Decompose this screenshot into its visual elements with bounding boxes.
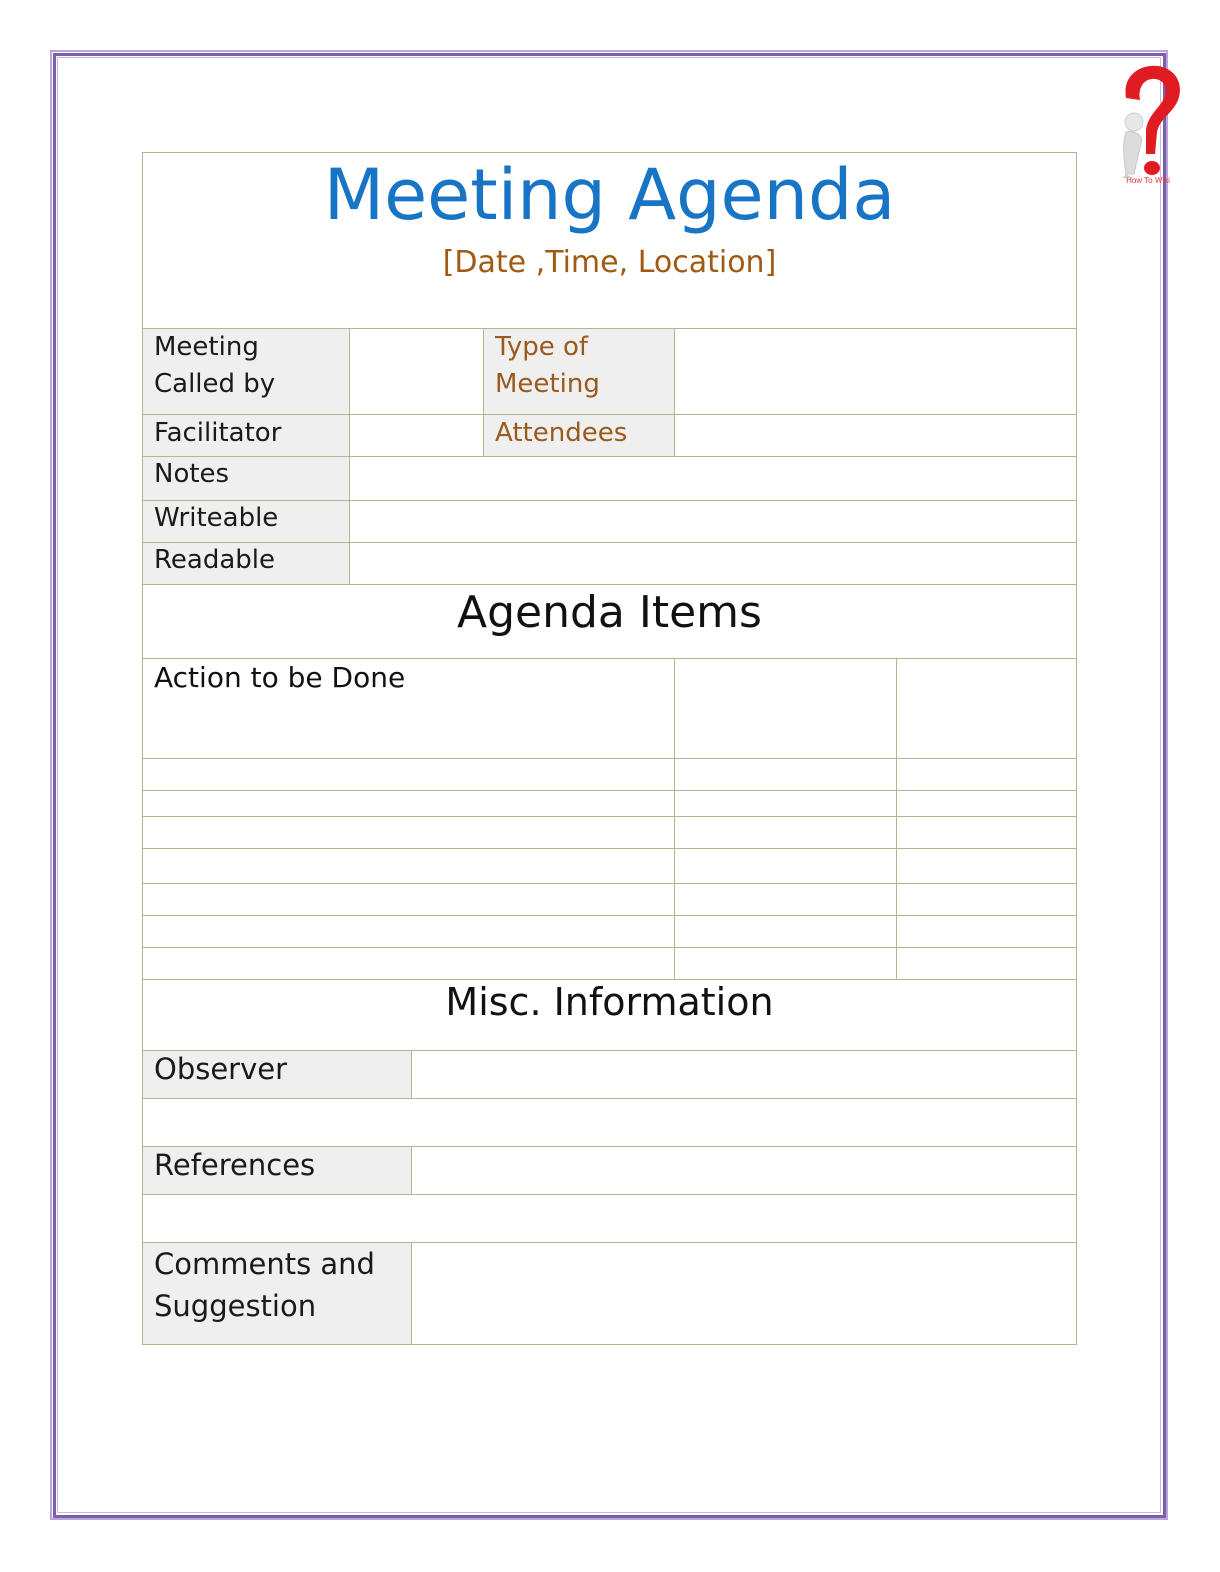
label-notes: Notes (142, 456, 350, 501)
question-mark-figure-icon (1112, 60, 1184, 190)
field-readable[interactable] (349, 542, 1077, 585)
agenda-row-5-action[interactable] (142, 883, 675, 916)
agenda-row-1-col-2[interactable] (674, 758, 897, 791)
page-title: Meeting Agenda (323, 154, 896, 236)
watermark-caption: How To Wiki (1126, 176, 1170, 185)
label-meeting-called-by: Meeting Called by (142, 328, 350, 415)
agenda-header-col-3[interactable] (896, 658, 1077, 759)
label-type-of-meeting: Type of Meeting (483, 328, 675, 415)
references-notes-row[interactable] (142, 1194, 1077, 1243)
field-references[interactable] (411, 1146, 1077, 1195)
agenda-row-5-col-3[interactable] (896, 883, 1077, 916)
agenda-row-5-col-2[interactable] (674, 883, 897, 916)
field-attendees[interactable] (674, 414, 1077, 457)
field-meeting-called-by[interactable] (349, 328, 484, 415)
agenda-row-1-action[interactable] (142, 758, 675, 791)
agenda-row-6-action[interactable] (142, 915, 675, 948)
agenda-row-6-col-2[interactable] (674, 915, 897, 948)
date-time-location[interactable]: [Date ,Time, Location] (442, 245, 777, 280)
agenda-row-2-col-3[interactable] (896, 790, 1077, 817)
misc-information-heading-row (142, 979, 1077, 1051)
agenda-items-heading: Agenda Items (457, 587, 762, 638)
label-references: References (142, 1146, 412, 1195)
field-type-of-meeting[interactable] (674, 328, 1077, 415)
agenda-row-4-col-2[interactable] (674, 848, 897, 884)
agenda-row-3-col-2[interactable] (674, 816, 897, 849)
action-to-be-done-header: Action to be Done (142, 658, 675, 759)
label-observer: Observer (142, 1050, 412, 1099)
observer-notes-row[interactable] (142, 1098, 1077, 1147)
agenda-row-1-col-3[interactable] (896, 758, 1077, 791)
agenda-header-col-2[interactable] (674, 658, 897, 759)
field-facilitator[interactable] (349, 414, 484, 457)
label-writeable: Writeable (142, 500, 350, 543)
agenda-row-3-action[interactable] (142, 816, 675, 849)
label-comments-and-suggestion: Comments and Suggestion (142, 1242, 412, 1345)
field-writeable[interactable] (349, 500, 1077, 543)
agenda-row-4-action[interactable] (142, 848, 675, 884)
field-comments-and-suggestion[interactable] (411, 1242, 1077, 1345)
label-facilitator: Facilitator (142, 414, 350, 457)
agenda-row-7-action[interactable] (142, 947, 675, 980)
agenda-row-2-action[interactable] (142, 790, 675, 817)
field-notes[interactable] (349, 456, 1077, 501)
agenda-row-4-col-3[interactable] (896, 848, 1077, 884)
agenda-row-3-col-3[interactable] (896, 816, 1077, 849)
label-readable: Readable (142, 542, 350, 585)
field-observer[interactable] (411, 1050, 1077, 1099)
misc-information-heading: Misc. Information (445, 980, 774, 1024)
agenda-items-heading-row (142, 584, 1077, 659)
agenda-row-7-col-2[interactable] (674, 947, 897, 980)
header-block (142, 152, 1077, 329)
label-attendees: Attendees (483, 414, 675, 457)
agenda-row-6-col-3[interactable] (896, 915, 1077, 948)
agenda-row-2-col-2[interactable] (674, 790, 897, 817)
agenda-row-7-col-3[interactable] (896, 947, 1077, 980)
